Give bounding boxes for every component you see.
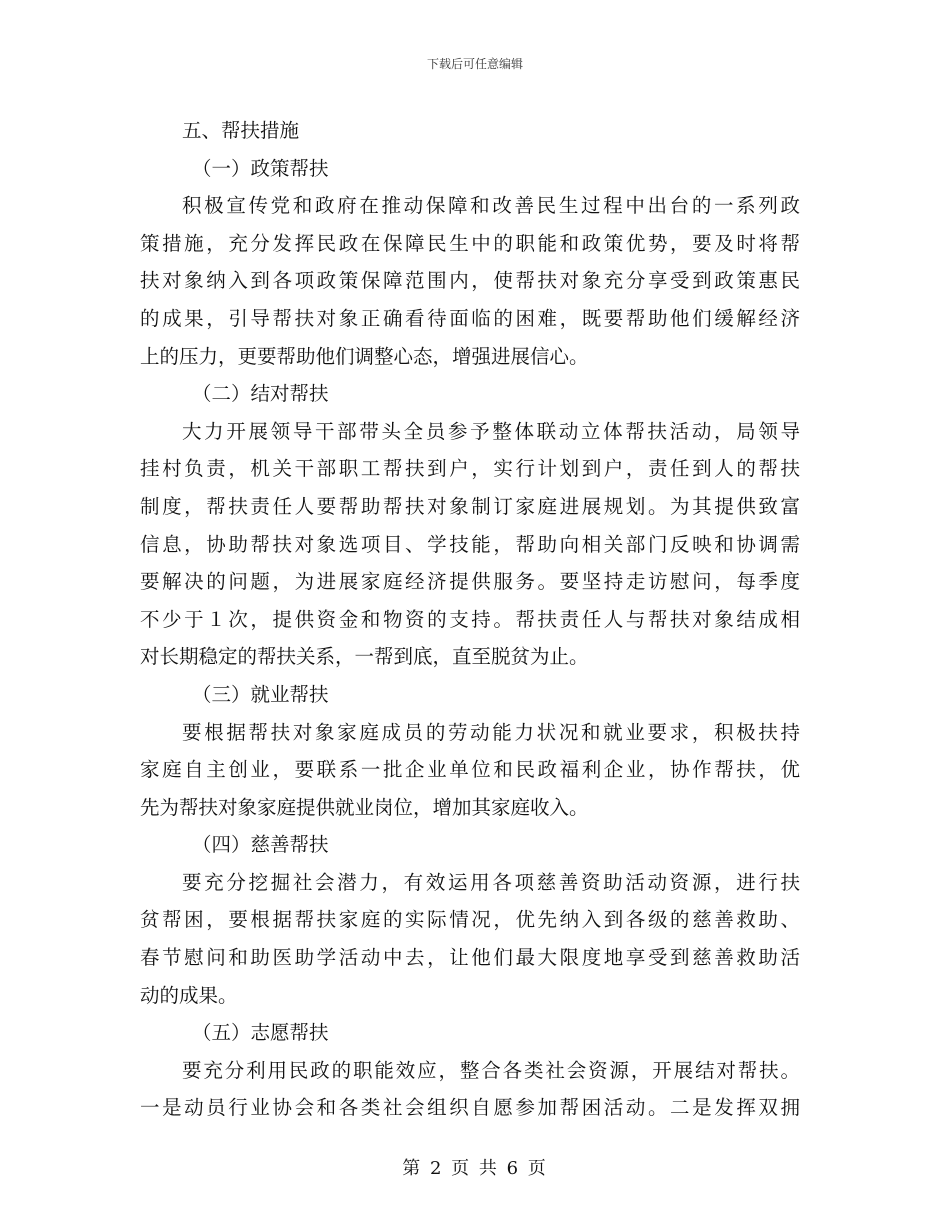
text-line: 策措施，充分发挥民政在保障民生中的职能和政策优势，要及时将帮: [140, 231, 800, 255]
text-line: 大力开展领导干部带头全员参予整体联动立体帮扶活动，局领导: [182, 419, 800, 443]
text-line: （一）政策帮扶: [192, 156, 329, 180]
text-line: 五、帮扶措施: [182, 119, 300, 142]
page-footer: 第 2 页 共 6 页: [402, 1158, 548, 1179]
text-line: 要充分挖掘社会潜力，有效运用各项慈善资助活动资源，进行扶: [182, 870, 800, 894]
text-line: 积极宣传党和政府在推动保障和改善民生过程中出台的一系列政: [182, 194, 800, 218]
text-line: 信息，协助帮扶对象选项目、学技能，帮助向相关部门反映和协调需: [140, 532, 800, 556]
text-line: （二）结对帮扶: [192, 382, 329, 406]
text-line: 动的成果。: [140, 983, 238, 1007]
text-line: 要解决的问题，为进展家庭经济提供服务。要坚持走访慰问，每季度: [140, 570, 800, 594]
text-line: （五）志愿帮扶: [192, 1021, 329, 1045]
text-line: 制度，帮扶责任人要帮助帮扶对象制订家庭进展规划。为其提供致富: [140, 494, 800, 518]
text-line: 的成果，引导帮扶对象正确看待面临的困难，既要帮助他们缓解经济: [140, 306, 800, 330]
text-line: 要根据帮扶对象家庭成员的劳动能力状况和就业要求，积极扶持: [182, 720, 800, 744]
text-line: 上的压力，更要帮助他们调整心态，增强进展信心。: [140, 344, 589, 368]
text-line: 要充分利用民政的职能效应，整合各类社会资源，开展结对帮扶。: [182, 1058, 800, 1082]
page-header: 下载后可任意编辑: [426, 57, 523, 71]
text-line: 先为帮扶对象家庭提供就业岗位，增加其家庭收入。: [140, 795, 589, 819]
text-line: 家庭自主创业，要联系一批企业单位和民政福利企业，协作帮扶，优: [140, 758, 800, 782]
text-line: 对长期稳定的帮扶关系，一帮到底，直至脱贫为止。: [140, 645, 589, 669]
text-line: 贫帮困，要根据帮扶家庭的实际情况，优先纳入到各级的慈善救助、: [140, 908, 800, 932]
text-line: （四）慈善帮扶: [192, 833, 329, 857]
document-body: [140, 112, 800, 1127]
text-line: 一是动员行业协会和各类社会组织自愿参加帮困活动。二是发挥双拥: [140, 1096, 800, 1120]
text-line: 扶对象纳入到各项政策保障范围内，使帮扶对象充分享受到政策惠民: [140, 269, 800, 293]
text-line: 挂村负责，机关干部职工帮扶到户，实行计划到户，责任到人的帮扶: [140, 457, 800, 481]
text-line: 春节慰问和助医助学活动中去，让他们最大限度地享受到慈善救助活: [140, 946, 800, 970]
text-line: （三）就业帮扶: [192, 682, 329, 706]
text-line: 不少于１次，提供资金和物资的支持。帮扶责任人与帮扶对象结成相: [140, 607, 800, 631]
